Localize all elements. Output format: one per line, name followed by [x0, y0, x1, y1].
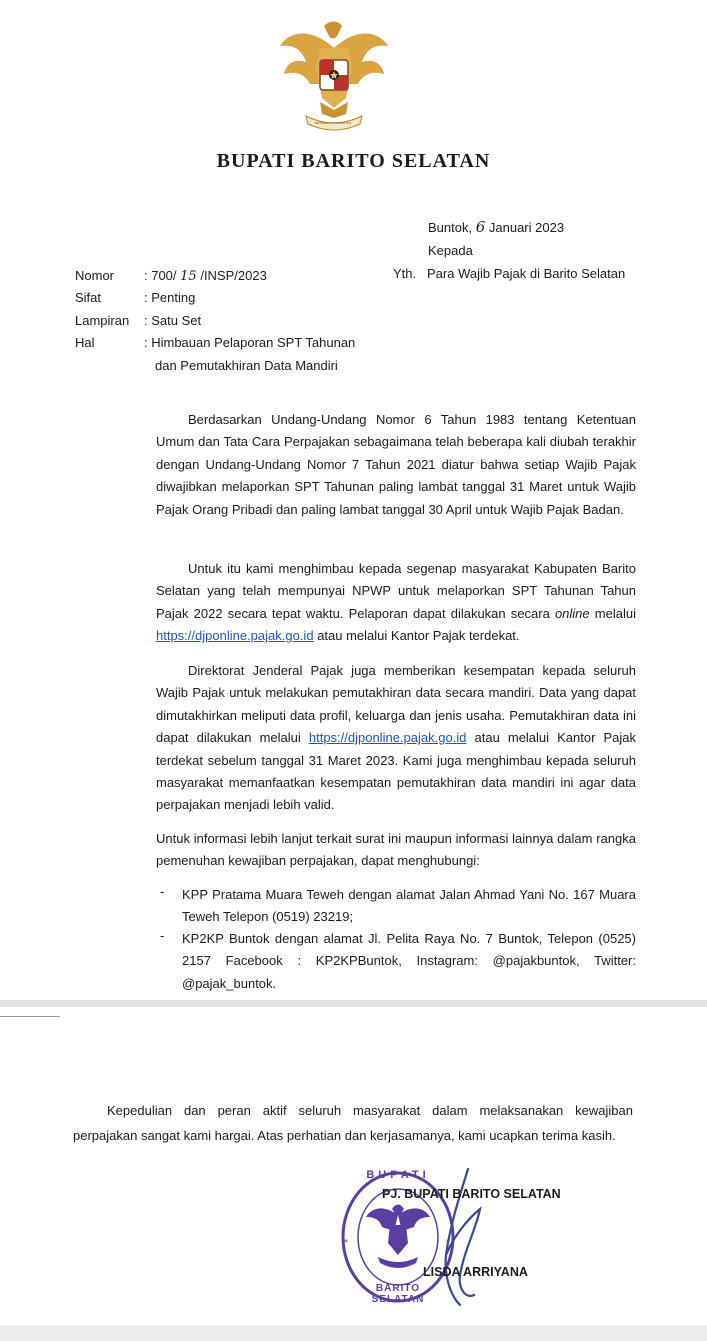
list-item: KPP Pratama Muara Teweh dengan alamat Jalan Ahmad Yani No. 167 Muara Teweh Telepon (0519) 23219;	[182, 887, 636, 925]
sifat-value: : Penting	[144, 290, 196, 305]
signer-title: PJ. BUPATI BARITO SELATAN	[382, 1187, 561, 1201]
bottom-band	[0, 1325, 707, 1341]
list-dash: -	[160, 884, 165, 899]
paragraph-2: Untuk itu kami menghimbau kepada segenap masyarakat Kabupaten Barito Selatan yang telah mempunyai NPWP untuk melaporkan SPT Tahunan Tahun Pajak 2022 secara tepat waktu. Pelaporan dapat dilakukan secara online melalui https://djponline.pajak.go.id atau melalui Kantor Pajak terdekat.	[156, 561, 636, 644]
stamp-top-text: BUPATI	[366, 1169, 430, 1181]
date-day-handwritten: 6	[475, 218, 486, 236]
djponline-link-2[interactable]: https://djponline.pajak.go.id	[308, 730, 467, 746]
closing-paragraph: Kepedulian dan peran aktif seluruh masyarakat dalam melaksanakan kewajiban perpajakan sangat kami hargai. Atas perhatian dan kerjasamanya, kami ucapkan terima kasih.	[73, 1103, 633, 1143]
paragraph-3: Direktorat Jenderal Pajak juga memberikan kesempatan kepada seluruh Wajib Pajak untuk melakukan pemutakhiran data secara mandiri. Data yang dapat dimutakhirkan meliputi data profil, keluarga dan jenis usaha. Pemutakhiran data ini dapat dilakukan melalui https://djponline.pajak.go.id atau melalui Kantor Pajak terdekat sebelum tanggal 31 Maret 2023. Kami juga menghimbau kepada seluruh masyarakat memanfaatkan kesempatan pemutakhiran data mandiri ini agar data perpajakan menjadi lebih valid.	[156, 663, 636, 813]
djponline-link[interactable]: https://djponline.pajak.go.id	[156, 628, 314, 644]
list-dash: -	[160, 928, 165, 943]
sifat-label: Sifat	[75, 290, 102, 305]
recipient-name: Para Wajib Pajak di Barito Selatan	[427, 266, 626, 281]
nomor-label: Nomor	[75, 268, 115, 283]
lampiran-value: : Satu Set	[144, 313, 202, 328]
yth-label: Yth.	[393, 266, 417, 281]
paragraph-4: Untuk informasi lebih lanjut terkait surat ini maupun informasi lainnya dalam rangka pemenuhan kewajiban perpajakan, dapat menghubungi:	[156, 831, 636, 869]
signer-name: LISDA ARRIYANA	[423, 1265, 528, 1279]
kepada-label: Kepada	[428, 243, 473, 258]
svg-text:*: *	[344, 1238, 348, 1247]
date-line	[428, 216, 564, 239]
lampiran-label: Lampiran	[75, 313, 130, 328]
svg-text:*: *	[446, 1238, 450, 1247]
nomor-value: : 700/ 15 /INSP/2023	[144, 268, 267, 284]
emblem-motto: BHINNEKA TUNGGAL IKA	[314, 121, 351, 125]
list-item: KP2KP Buntok dengan alamat Jl. Pelita Raya No. 7 Buntok, Telepon (0525) 2157 Facebook : KP2KPBuntok, Instagram: @pajakbuntok, Twitter: @pajak_buntok.	[182, 931, 636, 991]
hal-label: Hal	[75, 335, 95, 350]
nomor-handwritten: 15	[180, 269, 197, 284]
paragraph-1: Berdasarkan Undang-Undang Nomor 6 Tahun 1983 tentang Ketentuan Umum dan Tata Cara Perpajakan sebagaimana telah beberapa kali diubah terakhir dengan Undang-Undang Nomor 7 Tahun 2021 diatur bahwa setiap Wajib Pajak diwajibkan melaporkan SPT Tahunan paling lambat tanggal 31 Maret untuk Wajib Pajak Orang Pribadi dan paling lambat tanggal 30 April untuk Wajib Pajak Badan.	[156, 412, 636, 517]
page-separator	[0, 1000, 707, 1007]
stamp-bottom-text: BARITO SELATAN	[371, 1283, 425, 1305]
hal-value-line2: dan Pemutakhiran Data Mandiri	[155, 358, 338, 373]
letter-head-title: BUPATI BARITO SELATAN	[216, 150, 491, 172]
hal-value: : Himbauan Pelaporan SPT Tahunan	[144, 335, 356, 350]
garuda-emblem-icon	[272, 18, 396, 136]
date-month-year: Januari 2023	[488, 220, 565, 235]
date-place: Buntok,	[428, 220, 473, 235]
letter-page-2	[0, 1007, 707, 1325]
